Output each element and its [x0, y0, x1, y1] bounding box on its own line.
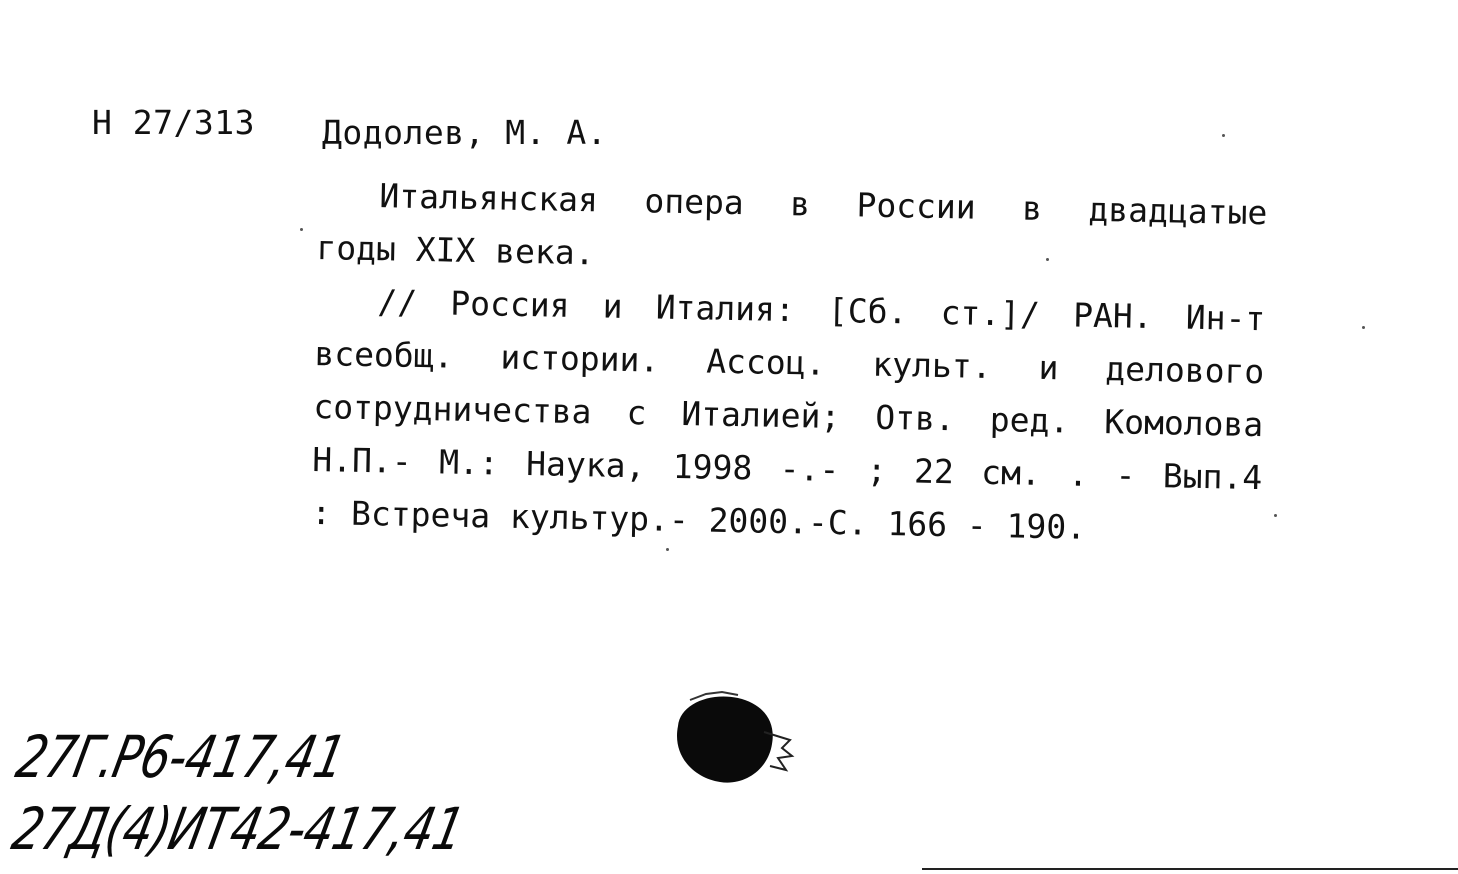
paper-speck [1362, 326, 1365, 329]
paper-speck [1046, 258, 1049, 261]
punch-hole-mark [660, 686, 800, 796]
title-line-1: Итальянская опера в России в двадцатые [379, 176, 1268, 233]
paper-speck [1274, 514, 1277, 517]
source-line-1: // Россия и Италия: [Сб. ст.]/ РАН. Ин-т [377, 282, 1266, 339]
source-line-4: Н.П.- М.: Наука, 1998 -.- ; 22 см. . - Вып.4 [312, 439, 1263, 498]
handwritten-class-code-1: 27Г.Р6-417,41 [10, 723, 351, 791]
source-line-2: всеобщ. истории. Ассоц. культ. и делового [314, 333, 1265, 392]
source-line-3: сотрудничества с Италией; Отв. ред. Комолова [313, 386, 1264, 445]
bottom-edge-line [922, 868, 1458, 870]
paper-speck [666, 548, 669, 551]
bibliographic-description [311, 168, 1268, 557]
paper-speck [300, 228, 303, 231]
paper-speck [1222, 134, 1225, 137]
author-heading: Додолев, М. А. [322, 113, 608, 152]
title-line-2: годы XIX века. [316, 227, 595, 273]
source-line-5: : Встреча культур.- 2000.-С. 166 - 190. [311, 492, 1087, 547]
handwritten-class-code-2: 27Д(4)ИТ42-417,41 [6, 795, 470, 863]
shelfmark: Н 27/313 [92, 103, 255, 142]
